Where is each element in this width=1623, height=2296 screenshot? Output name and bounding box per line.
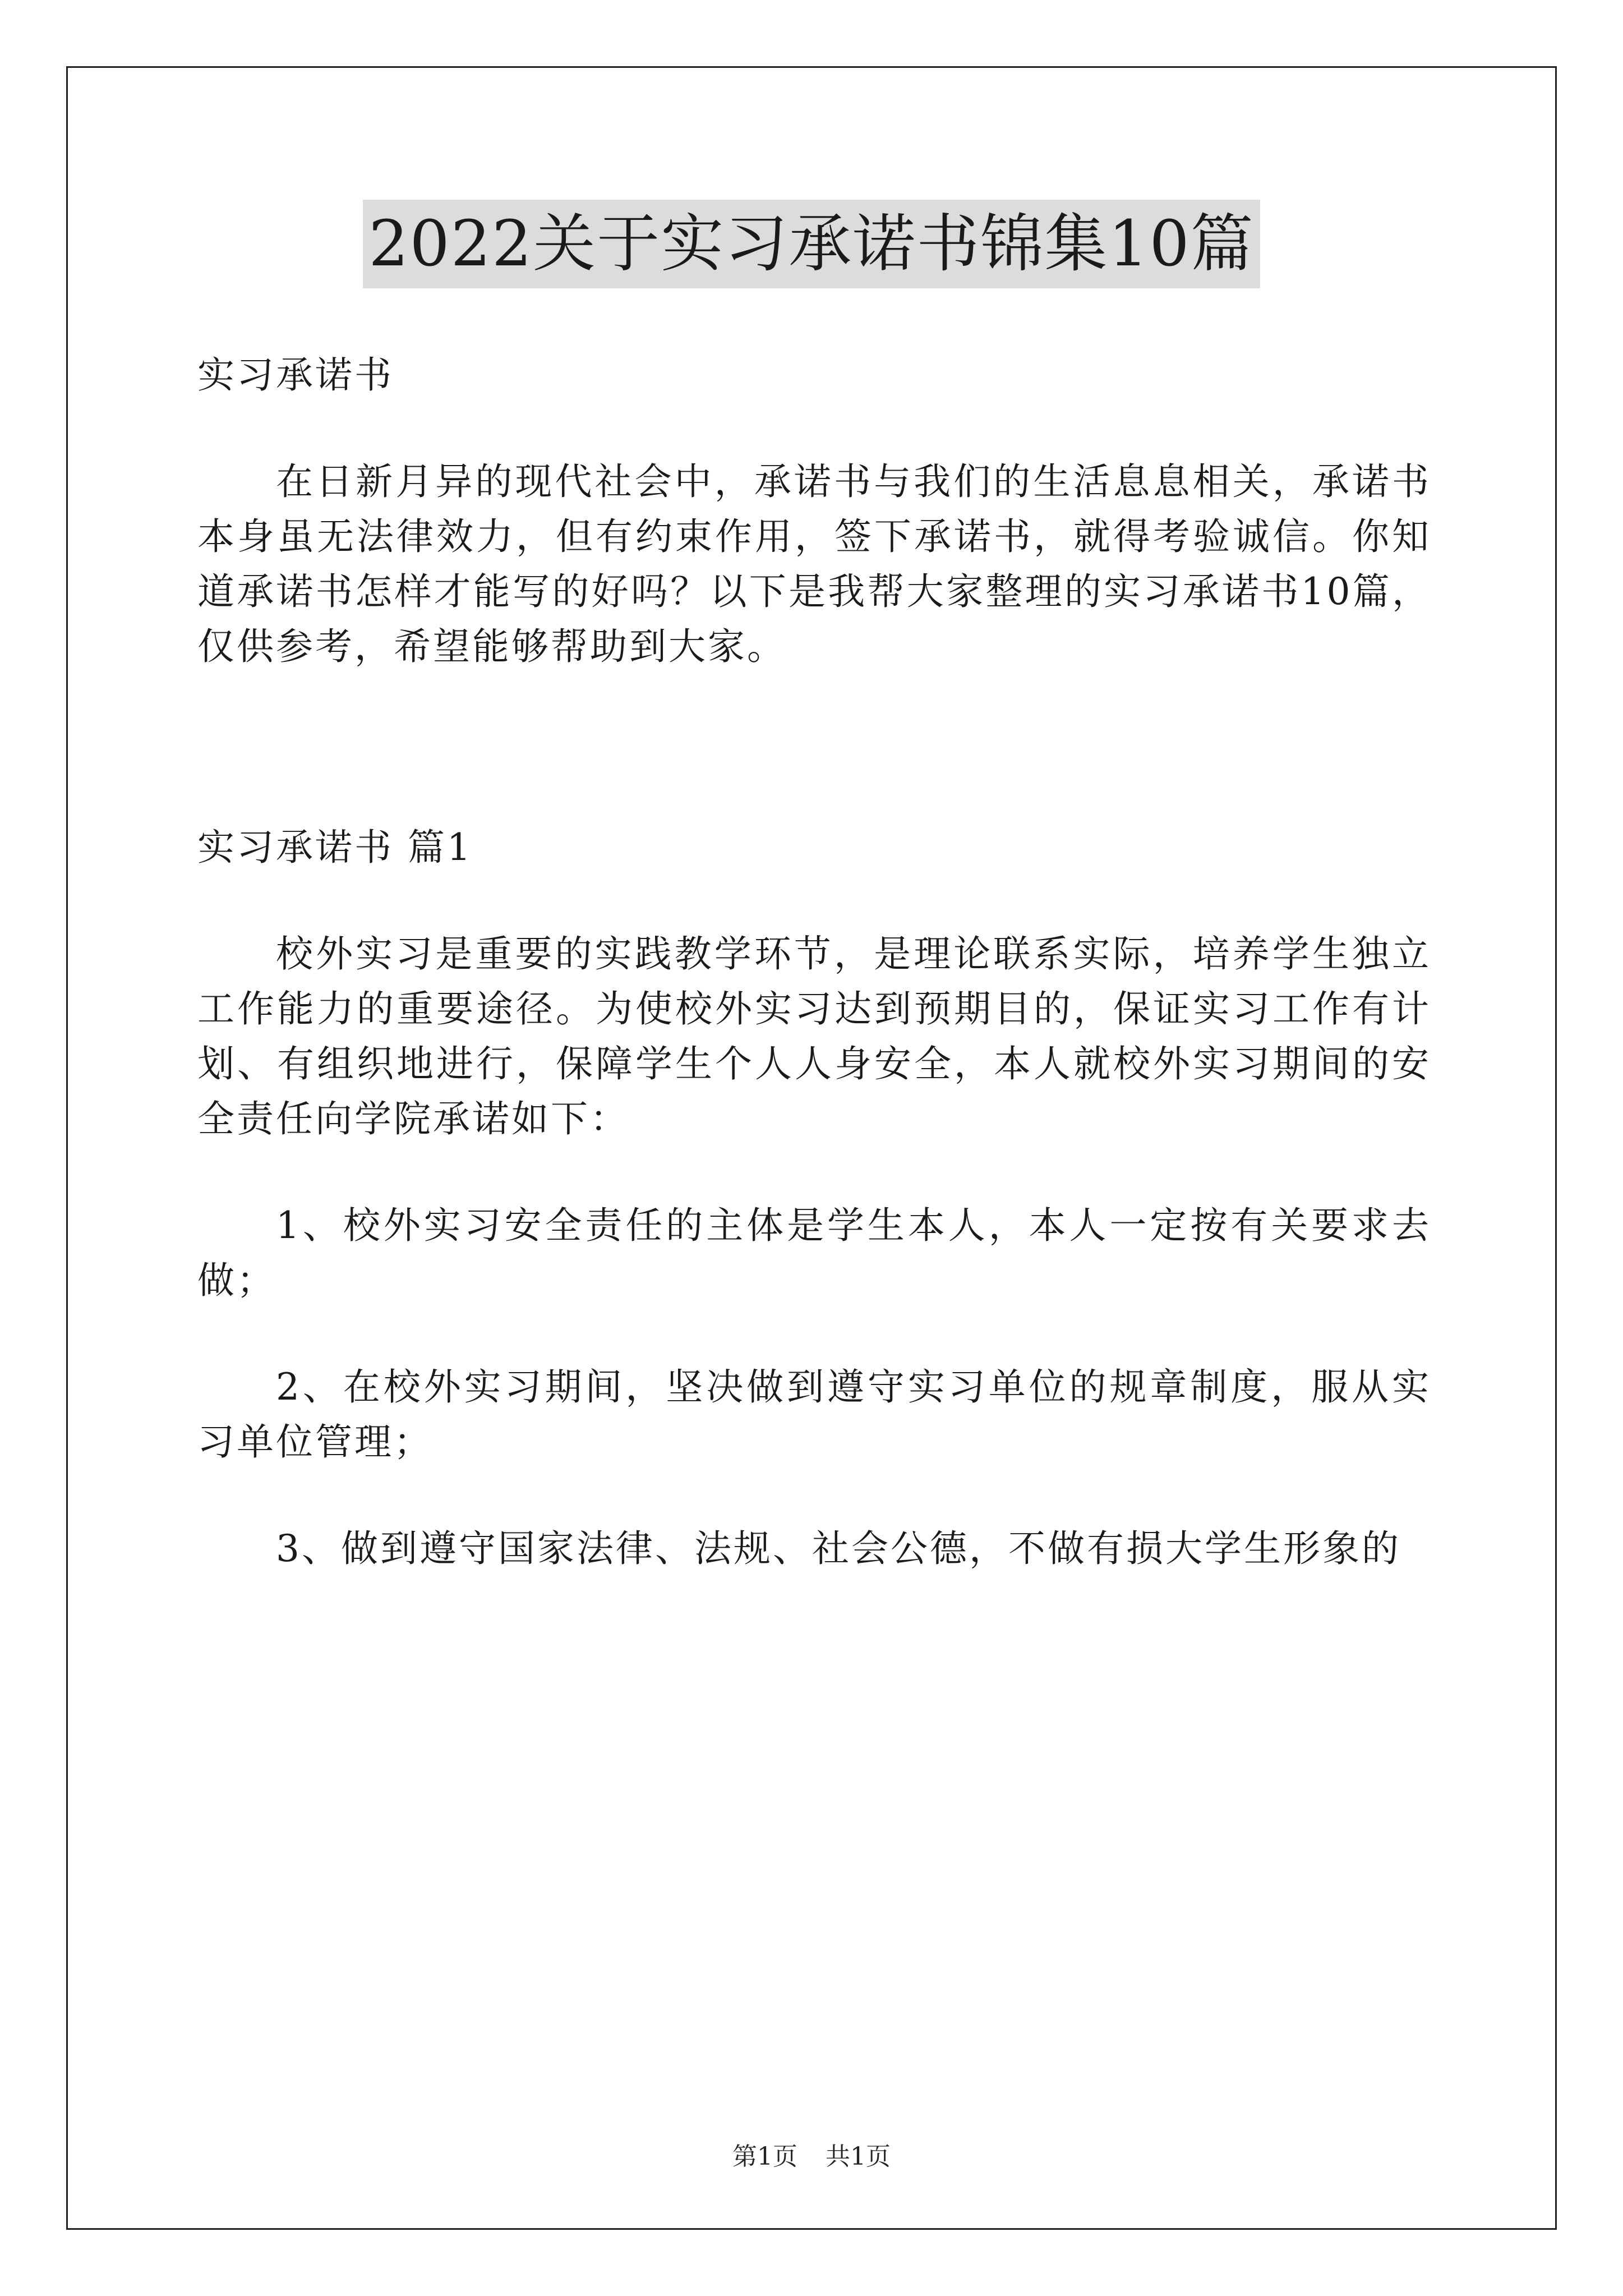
- page-footer: [0, 2136, 1623, 2172]
- body-paragraph: 校外实习是重要的实践教学环节，是理论联系实际，培养学生独立工作能力的重要途径。为使校外实习达到预期目的，保证实习工作有计划、有组织地进行，保障学生个人人身安全，本人就校外实习期间的安全责任向学院承诺如下：: [197, 932, 1431, 1140]
- list-item: 1、校外实习安全责任的主体是学生本人，本人一定按有关要求去做；: [197, 1204, 1431, 1302]
- page-number: 第1页: [732, 2142, 797, 2171]
- list-item: 2、在校外实习期间，坚决做到遵守实习单位的规章制度，服从实习单位管理；: [197, 1365, 1431, 1464]
- document-body: [197, 348, 1431, 1628]
- page-total: 共1页: [826, 2142, 891, 2171]
- document-title: 2022关于实习承诺书锦集10篇: [363, 200, 1260, 288]
- section-heading: 实习承诺书 篇1: [197, 826, 473, 869]
- list-item: 3、做到遵守国家法律、法规、社会公德，不做有损大学生形象的: [276, 1527, 1401, 1570]
- title-container: [0, 200, 1623, 288]
- section-heading: 实习承诺书: [197, 353, 394, 397]
- intro-paragraph: 在日新月异的现代社会中，承诺书与我们的生活息息相关，承诺书本身虽无法律效力，但有约束作用，签下承诺书，就得考验诚信。你知道承诺书怎样才能写的好吗？以下是我帮大家整理的实习承诺书10篇，仅供参考，希望能够帮助到大家。: [197, 460, 1431, 668]
